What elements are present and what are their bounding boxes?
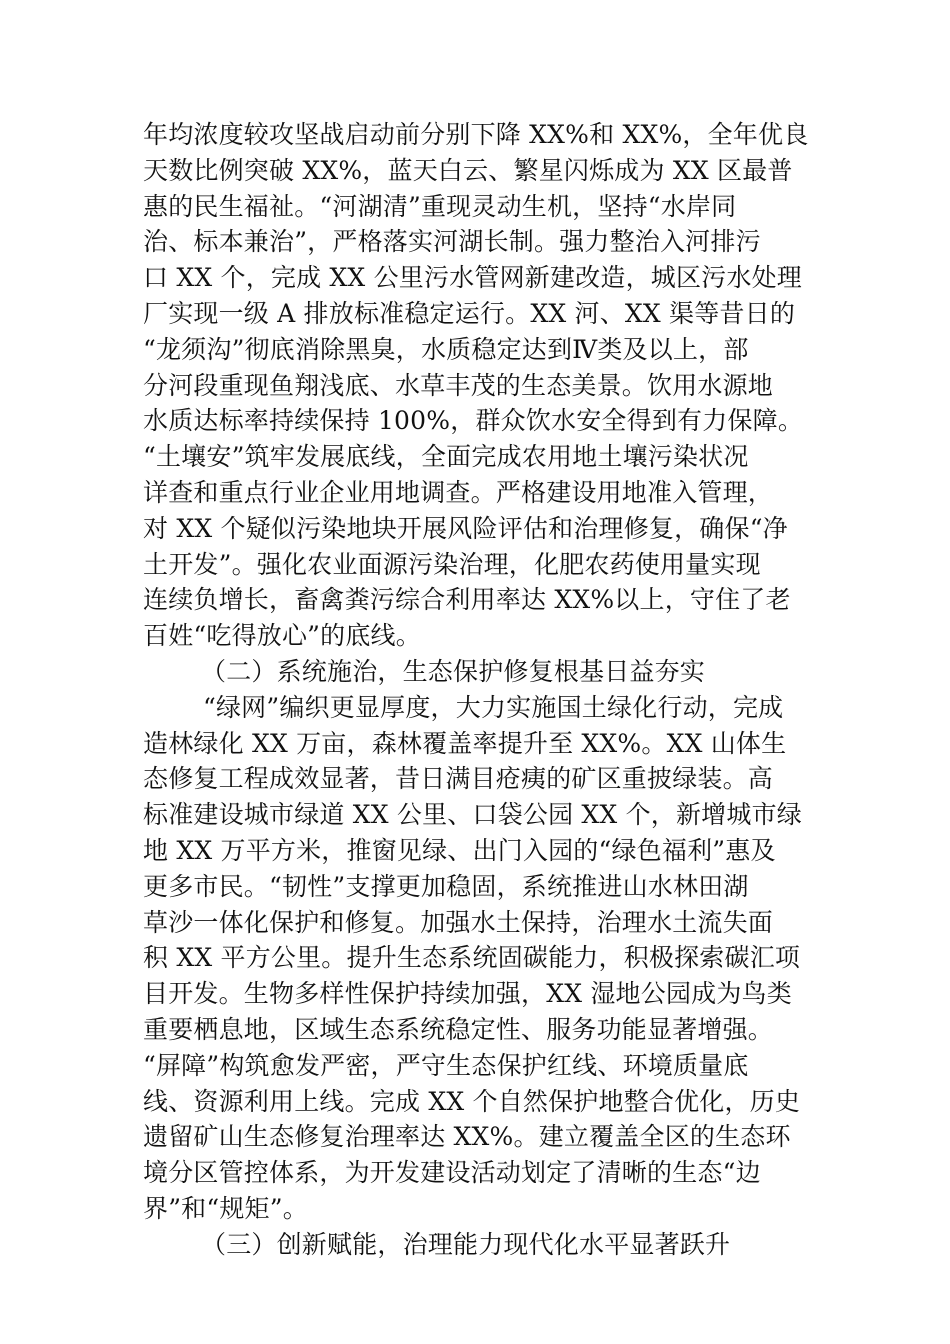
text-line: “屏障”构筑愈发严密，严守生态保护红线、环境质量底: [143, 1050, 749, 1080]
text-line: 治、标本兼治”，严格落实河湖长制。强力整治入河排污: [143, 227, 761, 257]
text-line: 更多市民。“韧性”支撑更加稳固，系统推进山水林田湖: [143, 871, 749, 901]
text-line: 线、资源利用上线。完成 XX 个自然保护地整合优化，历史: [143, 1086, 801, 1116]
text-line: 态修复工程成效显著，昔日满目疮痍的矿区重披绿装。高: [143, 764, 774, 794]
text-line: 草沙一体化保护和修复。加强水土保持，治理水土流失面: [143, 907, 774, 937]
text-line: 水质达标率持续保持 100%，群众饮水安全得到有力保障。: [143, 406, 804, 436]
text-line: “龙须沟”彻底消除黑臭，水质稳定达到Ⅳ类及以上，部: [143, 334, 749, 364]
text-line: 目开发。生物多样性保护持续加强，XX 湿地公园成为鸟类: [143, 979, 792, 1009]
text-line: 土开发”。强化农业面源污染治理，化肥农药使用量实现: [143, 549, 761, 579]
text-line: 对 XX 个疑似污染地块开展风险评估和治理修复，确保“净: [143, 513, 788, 543]
section-heading-2: （二）系统施治，生态保护修复根基日益夯实: [201, 656, 706, 686]
text-line: 厂实现一级 A 排放标准稳定运行。XX 河、XX 渠等昔日的: [143, 298, 796, 328]
text-line: 境分区管控体系，为开发建设活动划定了清晰的生态“边: [143, 1158, 761, 1188]
text-line: 天数比例突破 XX%，蓝天白云、繁星闪烁成为 XX 区最普: [143, 155, 793, 185]
document-body: [143, 117, 823, 1263]
text-line: 重要栖息地，区域生态系统稳定性、服务功能显著增强。: [143, 1014, 774, 1044]
text-line: 标准建设城市绿道 XX 公里、口袋公园 XX 个，新增城市绿: [143, 800, 802, 830]
text-line: 积 XX 平方公里。提升生态系统固碳能力，积极探索碳汇项: [143, 943, 801, 973]
text-line: 造林绿化 XX 万亩，森林覆盖率提升至 XX%。XX 山体生: [143, 728, 787, 758]
text-line: 地 XX 万平方米，推窗见绿、出门入园的“绿色福利”惠及: [143, 835, 776, 865]
text-line: 遗留矿山生态修复治理率达 XX%。建立覆盖全区的生态环: [143, 1122, 791, 1152]
paragraph-first-line: “绿网”编织更显厚度，大力实施国土绿化行动，完成: [203, 692, 784, 722]
text-line: 分河段重现鱼翔浅底、水草丰茂的生态美景。饮用水源地: [143, 370, 774, 400]
text-line: “土壤安”筑牢发展底线，全面完成农用地土壤污染状况: [143, 442, 749, 472]
section-heading-3: （三）创新赋能，治理能力现代化水平显著跃升: [201, 1229, 731, 1259]
text-line: 界”和“规矩”。: [143, 1193, 308, 1223]
text-line: 口 XX 个，完成 XX 公里污水管网新建改造，城区污水处理: [143, 263, 802, 293]
text-line: 年均浓度较攻坚战启动前分别下降 XX%和 XX%，全年优良: [143, 120, 809, 149]
text-line: 连续负增长，畜禽粪污综合利用率达 XX%以上，守住了老: [143, 585, 791, 615]
text-line: 惠的民生福祉。“河湖清”重现灵动生机，坚持“水岸同: [143, 191, 737, 221]
text-line: 百姓“吃得放心”的底线。: [143, 621, 421, 651]
text-line: 详查和重点行业企业用地调查。严格建设用地准入管理，: [143, 477, 774, 507]
